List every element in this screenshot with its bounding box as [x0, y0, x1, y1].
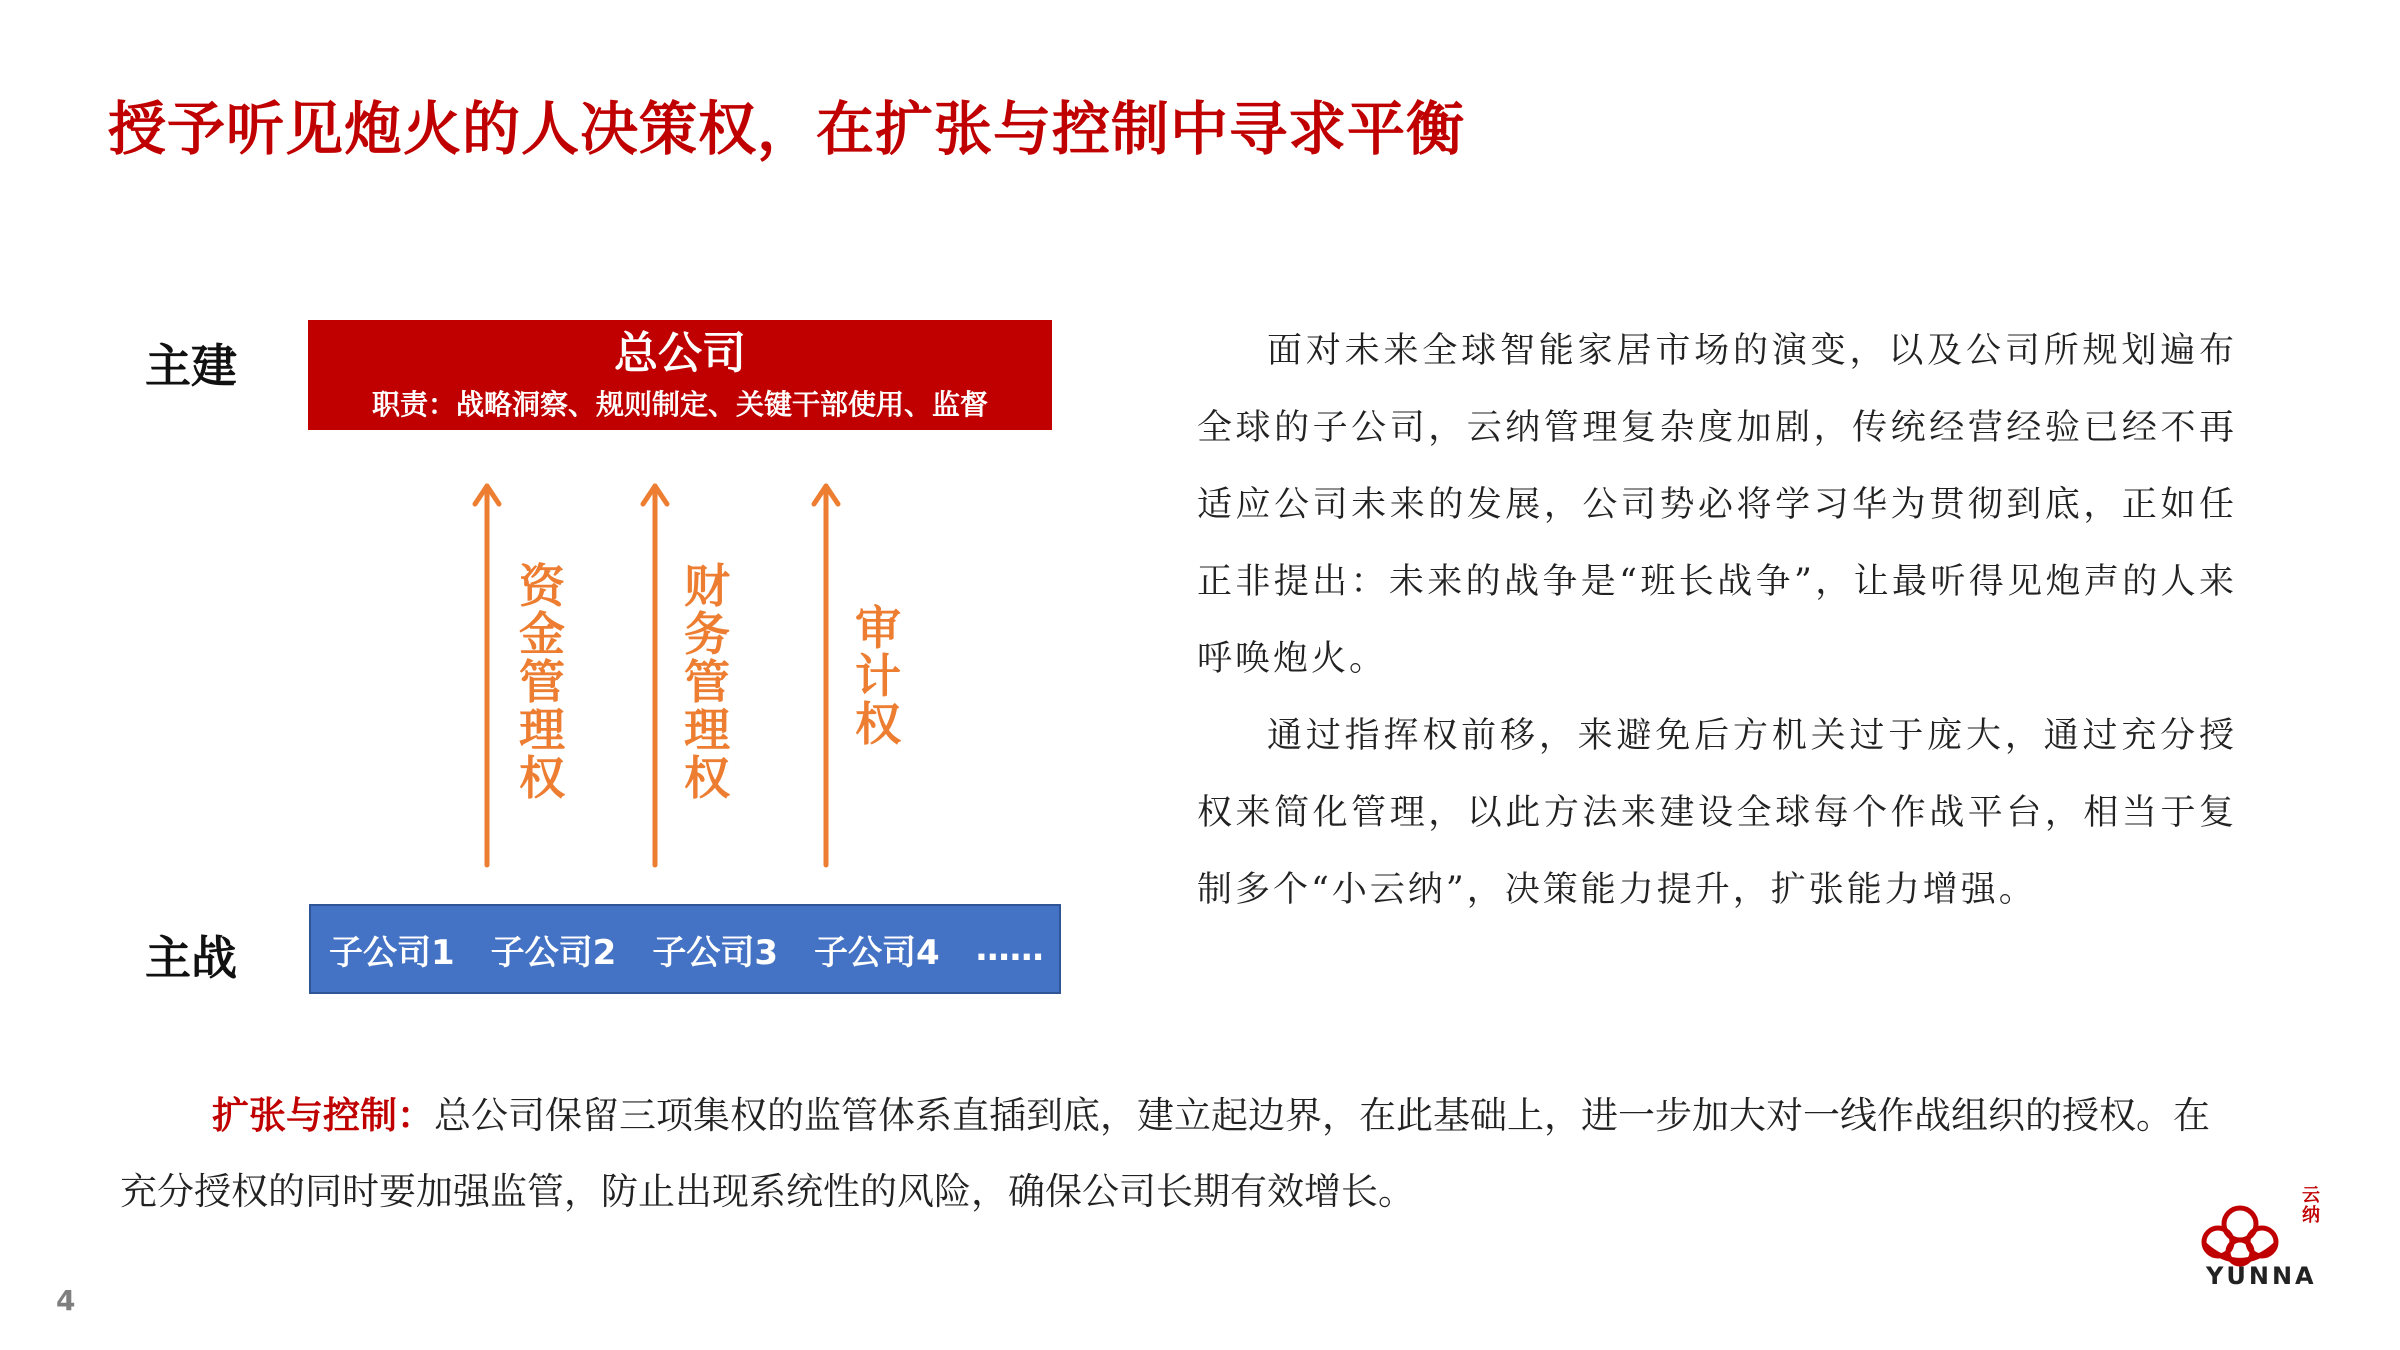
subsidiary-1: 子公司1: [329, 932, 455, 973]
arrow-finance-management: [643, 486, 667, 865]
arrow-audit: [814, 486, 838, 865]
right-paragraph-1: 面对未来全球智能家居市场的演变，以及公司所规划遍布全球的子公司，云纳管理复杂度加剧，传统经营经验已经不再适应公司未来的发展，公司势必将学习华为贯彻到底，正如任正非提出：未来的战争是“班长战争”，让最听得见炮声的人来呼唤炮火。: [1197, 331, 2237, 679]
label-build: 主建: [145, 339, 237, 393]
headquarters-title: 总公司: [614, 328, 746, 379]
arrow-fund-management: [475, 486, 499, 865]
arrow-label-fund-management: 资金管理权: [519, 559, 565, 805]
label-fight: 主战: [145, 931, 237, 985]
right-text: [1197, 313, 2237, 929]
subsidiaries-box: [309, 904, 1061, 994]
arrow-label-finance-management: 财务管理权: [684, 559, 730, 805]
subsidiary-more: ……: [975, 929, 1044, 969]
arrow-label-audit: 审计权: [855, 601, 901, 751]
slide-title: 授予听见炮火的人决策权，在扩张与控制中寻求平衡: [108, 95, 1466, 163]
bottom-text: [120, 1078, 2240, 1230]
bottom-text-lead: 扩张与控制：: [212, 1094, 434, 1137]
subsidiary-4: 子公司4: [814, 932, 940, 973]
logo-text: YUNNA: [2206, 1262, 2317, 1290]
logo-cn-text: 云纳: [2302, 1185, 2320, 1226]
subsidiary-3: 子公司3: [652, 932, 779, 973]
subsidiary-2: 子公司2: [490, 932, 617, 973]
headquarters-duty: 职责：战略洞察、规则制定、关键干部使用、监督: [371, 388, 988, 421]
right-paragraph-2: 通过指挥权前移，来避免后方机关过于庞大，通过充分授权来简化管理，以此方法来建设全球每个作战平台，相当于复制多个“小云纳”，决策能力提升，扩张能力增强。: [1197, 716, 2237, 910]
page-number: 4: [56, 1284, 76, 1317]
bottom-text-body: 总公司保留三项集权的监管体系直插到底，建立起边界，在此基础上，进一步加大对一线作战组织的授权。在充分授权的同时要加强监管，防止出现系统性的风险，确保公司长期有效增长。: [120, 1094, 2210, 1213]
